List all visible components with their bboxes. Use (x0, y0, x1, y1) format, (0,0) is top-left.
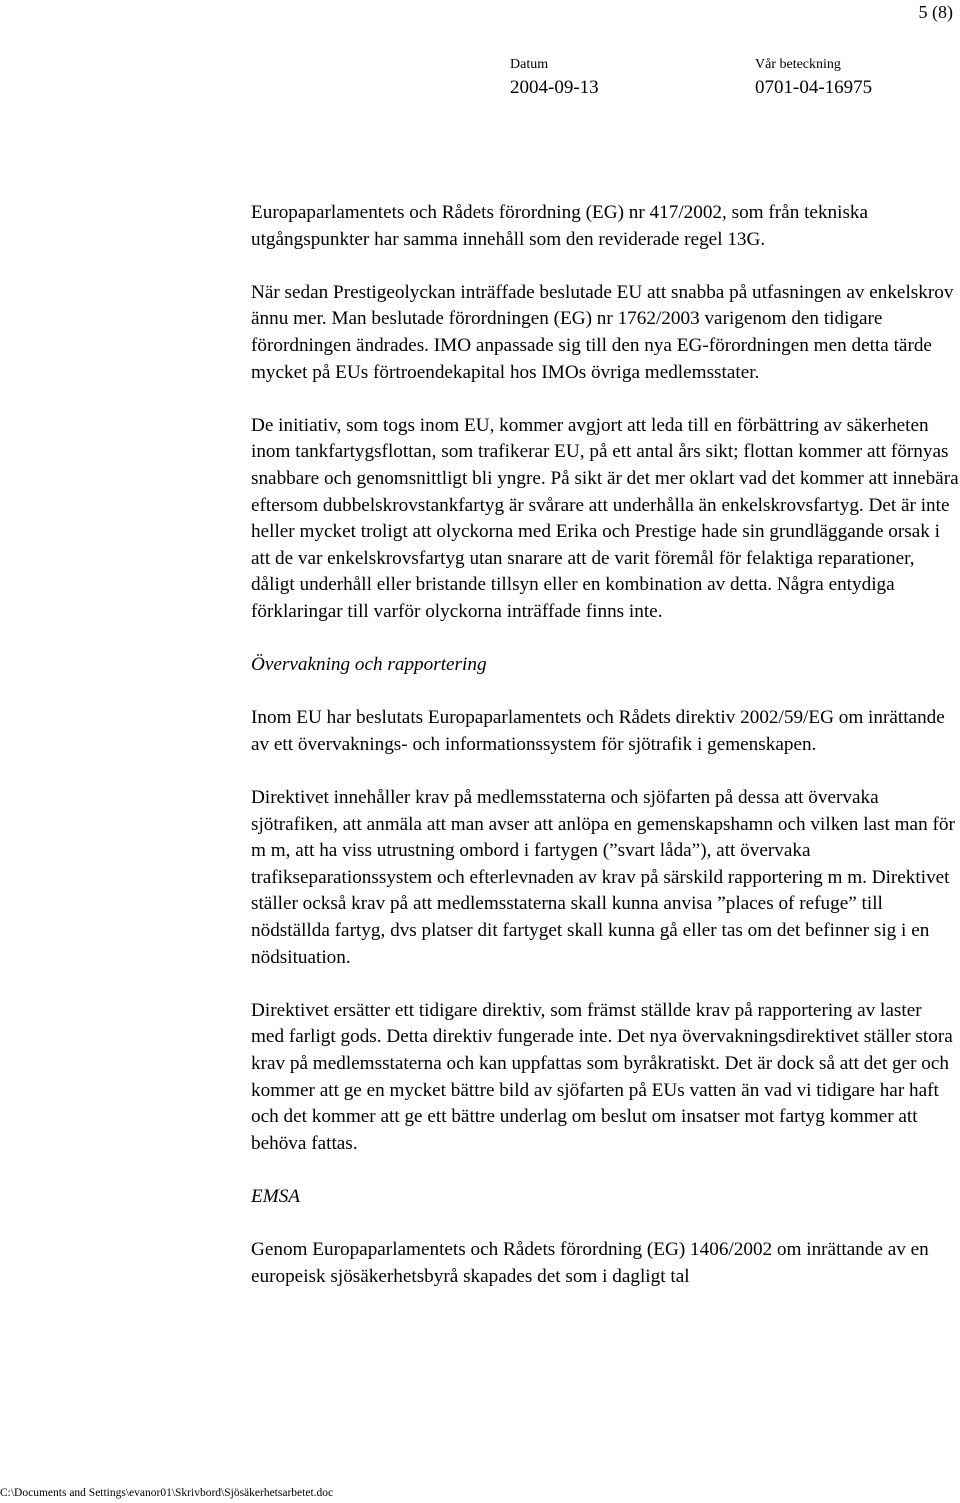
paragraph: Genom Europaparlamentets och Rådets förordning (EG) 1406/2002 om inrättande av en europeisk sjösäkerhetsbyrå skapades det som i dagligt tal (251, 1239, 929, 1287)
date-value: 2004-09-13 (510, 77, 599, 98)
paragraph: De initiativ, som togs inom EU, kommer avgjort att leda till en förbättring av säkerheten inom tankfartygsflottan, som trafikerar EU, på ett antal års sikt; flottan kommer att förnyas snabbare och genomsnittligt bli yngre. På sikt är det mer oklart vad det kommer att innebära eftersom dubbelskrovstankfartyg är svårare att underhålla än enkelskrovsfartyg. Det är inte heller mycket troligt att olyckorna med Erika och Prestige hade sin grundläggande orsak i att de var enkelskrovsfartyg utan snarare att de varit föremål för felaktiga reparationer, dåligt underhåll eller bristande tillsyn eller en kombination av detta. Några entydiga förklaringar till varför olyckorna inträffade finns inte. (251, 414, 959, 622)
section-heading-monitoring: Övervakning och rapportering (251, 654, 487, 676)
date-block (510, 56, 599, 100)
section-heading-emsa: EMSA (251, 1185, 301, 1207)
reference-label: Vår beteckning (755, 57, 841, 72)
page-number: 5 (8) (918, 2, 953, 22)
document-body (251, 200, 959, 1290)
paragraph: Direktivet ersätter ett tidigare direktiv, som främst ställde krav på rapportering av laster med farligt gods. Detta direktiv fungerade inte. Det nya övervakningsdirektivet ställer stora krav på medlemsstaterna och kan uppfattas som byråkratiskt. Det är dock så att det ger och kommer att ge en mycket bättre bild av sjöfarten på EUs vatten än vad vi tidigare har haft och det kommer att ge ett bättre underlag om beslut om insatser mot fartyg kommer att behöva fattas. (251, 999, 953, 1154)
paragraph: Direktivet innehåller krav på medlemsstaterna och sjöfarten på dessa att övervaka sjötrafiken, att anmäla att man avser att anlöpa en gemenskapshamn och vilken last man för m m, att ha viss utrustning ombord i fartygen (”svart låda”), att övervaka trafikseparationssystem och efterlevnaden av krav på särskild rapportering m m. Direktivet ställer också krav på att medlemsstaterna skall kunna anvisa ”places of refuge” till nödställda fartyg, dvs platser dit fartyget skall kunna gå eller tas om det befinner sig i en nödsituation. (251, 787, 955, 968)
footer-file-path: C:\Documents and Settings\evanor01\Skrivbord\Sjösäkerhetsarbetet.doc (0, 1487, 334, 1499)
reference-value: 0701-04-16975 (755, 77, 873, 98)
reference-block (755, 56, 872, 100)
date-label: Datum (510, 57, 549, 72)
paragraph: Inom EU har beslutats Europaparlamentets och Rådets direktiv 2002/59/EG om inrättande av ett övervaknings- och informationssystem för sjötrafik i gemenskapen. (251, 707, 945, 755)
paragraph: Europaparlamentets och Rådets förordning (EG) nr 417/2002, som från tekniska utgångspunkter har samma innehåll som den reviderade regel 13G. (251, 202, 869, 250)
paragraph: När sedan Prestigeolyckan inträffade beslutade EU att snabba på utfasningen av enkelskrov ännu mer. Man beslutade förordningen (EG) nr 1762/2003 varigenom den tidigare förordningen ändrades. IMO anpassade sig till den nya EG-förordningen men detta tärde mycket på EUs förtroendekapital hos IMOs övriga medlemsstater. (251, 281, 954, 383)
